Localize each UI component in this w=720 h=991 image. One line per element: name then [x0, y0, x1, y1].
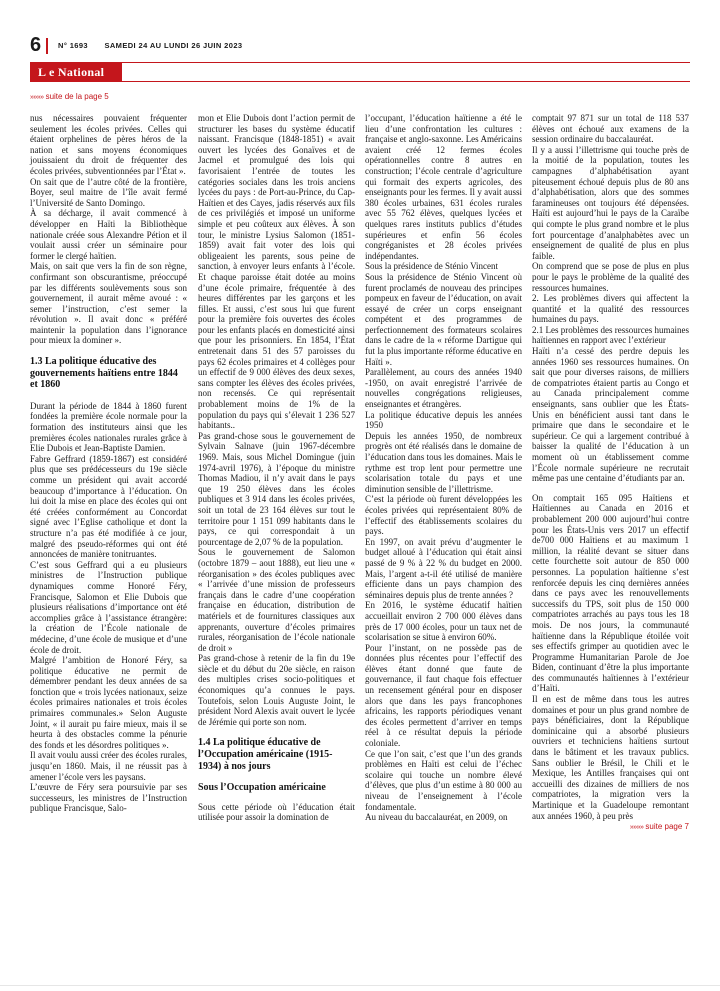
- article-column-1: [30, 113, 187, 814]
- arrow-icon: »»»»: [30, 94, 44, 101]
- paragraph: Ce que l’on sait, c’est que l’un des grands problèmes en Haïti est celui de l’échec scolaire qui touche un nombre élevé d’élèves, que plus d’un estime à 80 000 au niveau de l’enseignement à l’école fondamentale.: [365, 748, 522, 812]
- section-heading: 1.4 La politique éducative de l’Occupation américaine (1915-1934) à nos jours: [198, 737, 333, 772]
- issue-info: [58, 41, 242, 51]
- page-number-rule: [46, 38, 48, 54]
- article-column-2: [198, 113, 355, 823]
- paragraph: Depuis les années 1950, de nombreux progrès ont été réalisés dans le domaine de l’éducation dans tous les domaines. Mais le rythme est trop lent pour permettre une scolarisation totale du pays et une diminution sensible de l’illettrisme.: [365, 430, 522, 494]
- paragraph: En 2016, le système éducatif haïtien accueillait environ 2 700 000 élèves dans près de 17 000 écoles, pour un taux net de scolarisation se situe à environ 60%.: [365, 600, 522, 643]
- paragraph: Haïti n’a cessé des perdre depuis les années 1960 ses ressources humaines. On sait que pour diverses raisons, de milliers de compatriotes étaient partis au Congo et au Canada principalement comme enseignants, sans oublier que les États-Unis en bénéficient aussi tant dans le primaire que dans le secondaire et le supérieur. Ce qui a largement contribué à baisser la qualité de l’éducation à un moment où un établissement comme l’École normale supérieure ne recrutait même pas une centaine d’étudiants par an.: [532, 346, 689, 484]
- paragraph: nus nécessaires pouvaient fréquenter seulement les écoles privées. Celles qui étaient orphelines de pères héros de la nation et sans moyens économiques jouissaient du droit de fréquenter des écoles privées, subventionnées par l’État ».: [30, 113, 187, 176]
- paragraph: La politique éducative depuis les années 1950: [365, 409, 522, 431]
- paragraph: 2. Les problèmes divers qui affectent la quantité et la qualité des ressources humaines du pays.: [532, 293, 689, 325]
- paragraph: l’occupant, l’éducation haïtienne a été le lieu d’une confrontation les cultures : française et anglo-saxonne. Les Américains avaient créé 12 fermes écoles opérationnelles contre 8 autres en construction; l’école centrale d’agriculture qui formait des experts agricoles, des enseignants pour les fermes. Il y avait aussi 380 écoles urbaines, 631 écoles rurales avec 55 762 élèves, quelques lycées et quelques rares instituts publics d’études supérieures et enfin 56 écoles congréganistes et 28 écoles privées indépendantes.: [365, 113, 522, 261]
- paragraph: Sous la présidence de Sténio Vincent: [365, 261, 499, 272]
- paragraph: À sa décharge, il avait commencé à développer en Haïti la Bibliothèque nationale créée sous Alexandre Pétion et il voulait aussi créer un séminaire pour former le clergé haïtien.: [30, 208, 187, 261]
- arrow-icon: »»»»: [629, 824, 644, 832]
- section-label: L e National: [30, 63, 122, 81]
- paragraph: En 1997, on avait prévu d’augmenter le budget alloué à l’éducation qui était ainsi passé de 9 % à 22 % du budget en 2000. Mais, l’argent a-t-il été utilisé de manière efficiente dans un pays champion des séminaires depuis plus de trente années ?: [365, 536, 522, 600]
- paragraph: Au niveau du baccalauréat, en 2009, on: [365, 812, 508, 823]
- article-column-3: [365, 113, 522, 823]
- paragraph: 2.1 Les problèmes des ressources humaines haïtiennes en rapport avec l’extérieur: [532, 324, 689, 346]
- paragraph: L’œuvre de Féry sera poursuivie par ses successeurs, les ministres de l’Instruction publique Francisque, Salo-: [30, 782, 187, 814]
- paragraph: C’est la période où furent développées les écoles privées qui représentaient 80% de l’effectif des établissements scolaires du pays.: [365, 494, 522, 537]
- paragraph: Sous le gouvernement de Salomon (octobre 1879 – aout 1888), eut lieu une « réorganisation » des écoles publiques avec « l’arrivée d’une mission de professeurs français dans le cadre d’une coopération française en éducation, distribution de matériels et de fournitures classiques aux apprenants, ouverture d’écoles primaires rurales, réorganisation de l’école nationale de droit »: [198, 547, 355, 653]
- paragraph: On comptait 165 095 Haïtiens et Haïtiennes au Canada en 2016 et probablement 200 000 aujourd’hui contre pour les États-Unis vers 2017 un effectif de700 000 Haïtiens et au maximum 1 million, la réalité devant se situer dans cette fourchette soit autour de 850 000 personnes. La population haïtienne s’est renforcée depuis les cinq dernières années dans ce pays avec les renouvellements successifs du TPS, soit plus de 150 000 compatriotes arrachés au pays tous les 18 mois. De nos jours, la communauté haïtienne dans la République étoilée voit ses effectifs grimper au quotidien avec le Programme Humanitarian Parole de Joe Biden, continuant d’être la plus importante des communautés haïtiennes à l’extérieur d’Haïti.: [532, 492, 689, 694]
- paragraph: Il y a aussi l’illettrisme qui touche près de la moitié de la population, toutes les campagnes d’alphabétisation ayant piteusement échoué depuis plus de 80 ans d’alphabétisation, alors que des sommes faramineuses ont toujours été dépensées. Haïti est aujourd’hui le pays de la Caraïbe qui compte le plus grand nombre et le plus fort pourcentage d’analphabètes avec un enseignement de qualité de plus en plus faible.: [532, 144, 689, 261]
- section-heading: 1.3 La politique éducative des gouvernements haïtiens entre 1844 et 1860: [30, 356, 178, 391]
- continued-from-link[interactable]: [30, 92, 109, 103]
- paragraph: On comprend que se pose de plus en plus pour le pays le problème de la qualité des ressources humaines.: [532, 261, 689, 293]
- paragraph: Pas grand-chose sous le gouvernement de Sylvain Salnave (juin 1967-décembre 1969. Mais, sous Michel Domingue (juin 1974-avril 1976), à l’époque du ministre Thomas Madiou, il n’y avait dans le pays que 19 250 élèves dans les écoles publiques et 3 914 dans les écoles privées, soit un total de 23 164 élèves sur tout le territoire pour 1 151 099 habitants dans le pays, ce qui correspondait à un pourcentage de 2,07 % de la population.: [198, 430, 355, 547]
- paragraph: Malgré l’ambition de Honoré Féry, sa politique éducative ne permit de démembrer pendant les deux années de sa fonction que « trois lycées nationaux, seize écoles primaires nationales et trois écoles primaires communales.» Selon Auguste Joint, « il aurait pu faire mieux, mais il se heurta à des obstacles comme la pénurie des fonds et les désordres politiques ».: [30, 655, 187, 750]
- paragraph: Il avait voulu aussi créer des écoles rurales, jusqu’en 1860. Mais, il ne réussit pas à amener l’école vers les paysans.: [30, 750, 187, 782]
- paragraph: Sous la présidence de Sténio Vincent où furent proclamés de nouveau des principes pompeux en faveur de l’éducation, on avait essayé de créer un corps enseignant compétent et des programmes de perfectionnement des formateurs scolaires dans le cadre de la « réforme Dartigue qui fut la plus importante réforme éducative en Haïti ».: [365, 271, 522, 367]
- continued-to-link[interactable]: [532, 822, 689, 833]
- paragraph: Pour l’instant, on ne possède pas de données plus récentes pour l’effectif des élèves étant donné que faute de gouvernance, il faut chaque fois effectuer un recensement général pour en disposer alors que dans les pays francophones africains, les rapports périodiques venant des écoles permettent d’arriver en temps réel à ce résultat depuis la période coloniale.: [365, 642, 522, 749]
- paragraph: Parallèlement, au cours des années 1940 -1950, on avait enregistré l’arrivée de nouvelles congrégations religieuses, enseignantes et étrangères.: [365, 367, 522, 410]
- paragraph: Sous cette période où l’éducation était utilisée pour assoir la domination de: [198, 801, 355, 823]
- paragraph: C’est sous Geffrard qui a eu plusieurs ministres de l’Instruction publique dynamiques comme Honoré Féry, Francisque, Salomon et Elie Dubois que plusieurs réalisations d’importance ont été accomplies grâce à l’assistance étrangère: la création de l’École nationale de médecine, d’une école de musique et d’une école de droit.: [30, 559, 187, 655]
- section-banner: [30, 62, 690, 82]
- paragraph: Durant la période de 1844 à 1860 furent fondées la première école normale pour la formation des instituteurs ainsi que les premières écoles nationales rurales grâce à Elie Dubois et Jean-Baptiste Damien.: [30, 400, 187, 454]
- paragraph: Il en est de même dans tous les autres domaines et pour un plus grand nombre de pays bénéficiaires, dont la République dominicaine qui a absorbé plusieurs ouvriers et techniciens haïtiens surtout dans le bâtiment et les travaux publics. Sans oublier le Brésil, le Chili et le Mexique, les Antilles françaises qui ont accueilli des dizaines de milliers de nos compatriotes, la migration vers la Martinique et la Guadeloupe remontant aux années 1960, à peu près: [532, 694, 689, 821]
- paragraph: comptait 97 871 sur un total de 118 537 élèves ont échoué aux examens de la session ordinaire du baccalauréat.: [532, 113, 689, 145]
- continued-from-text: suite de la page 5: [45, 92, 109, 101]
- paragraph: mon et Elie Dubois dont l’action permit de structurer les bases du système éducatif naissant. Francisque (1848-1851) « avait ouvert les lycées des Gonaïves et de Jacmel et promulgué des lois qui favorisaient l’entrée de toutes les catégories sociales dans les trois anciens lycées du pays : de Port-au-Prince, du Cap-Haïtien et des Cayes, jadis réservés aux fils de ces privilégiés et imposé un uniforme simple et peu coûteux aux élèves. À son tour, le ministre Lysius Salomon (1851-1859) avait fait voter des lois qui obligeaient les parents, sous peine de sanction, à envoyer leurs enfants à l’école. Et chaque paroisse était dotée au moins d’une école primaire, fréquentée à des heures différentes par les garçons et les filles. Et aussi, c’est sous lui que furent pour la première fois ouvertes des écoles pour les enfants placés en domesticité ainsi que pour les prisonniers. En 1854, l’État entretenait dans 51 des 57 paroisses du pays 62 écoles primaires et 4 collèges pour un effectif de 9 000 élèves des deux sexes, sans compter les élèves des écoles privées, non recensés. Ce qui représentait probablement moins de 1% de la population du pays qui s’élevait 1 236 527 habitants..: [198, 113, 355, 431]
- issue-dates: SAMEDI 24 AU LUNDI 26 JUIN 2023: [104, 41, 243, 50]
- paragraph: Pas grand-chose à retenir de la fin du 19e siècle et du début du 20e siècle, en raison des multiples crises socio-politiques et économiques qu’a connues le pays. Toutefois, selon Louis Auguste Joint, le président Nord Alexis avait ouvert le lycée de Jérémie qui porte son nom.: [198, 653, 355, 727]
- continued-to-text: suite page 7: [645, 822, 689, 832]
- page-divider: [0, 985, 720, 986]
- article-column-4: [532, 113, 689, 833]
- issue-number: N° 1693: [58, 41, 88, 50]
- paragraph: Fabre Geffrard (1859-1867) est considéré plus que ses prédécesseurs du 19e siècle comme un président qui avait accordé beaucoup d’importance à l’éducation. On lui doit la mise en place des écoles qui ont été créées conformément au Concordat signé avec l’Eglise catholique et dont la structure n’a pas été modifiée à ce jour, malgré des pseudo-réformes qui ont été annoncées de manière tonitruantes.: [30, 453, 187, 560]
- page-number: 6: [30, 34, 42, 56]
- sub-heading: Sous l’Occupation américaine: [198, 782, 326, 794]
- paragraph: Mais, on sait que vers la fin de son règne, confirmant son obscurantisme, préoccupé par les différents soulèvements sous son gouvernement, il aurait même avoué : « semer l’instruction, c’est semer la révolution ». Il avait donc « préféré maintenir la population dans l’ignorance pour mieux la dominer ».: [30, 261, 187, 346]
- paragraph: On sait que de l’autre côté de la frontière, Boyer, seul maitre de l’île avait fermé l’Université de Santo Domingo.: [30, 176, 187, 208]
- masthead: [30, 36, 690, 58]
